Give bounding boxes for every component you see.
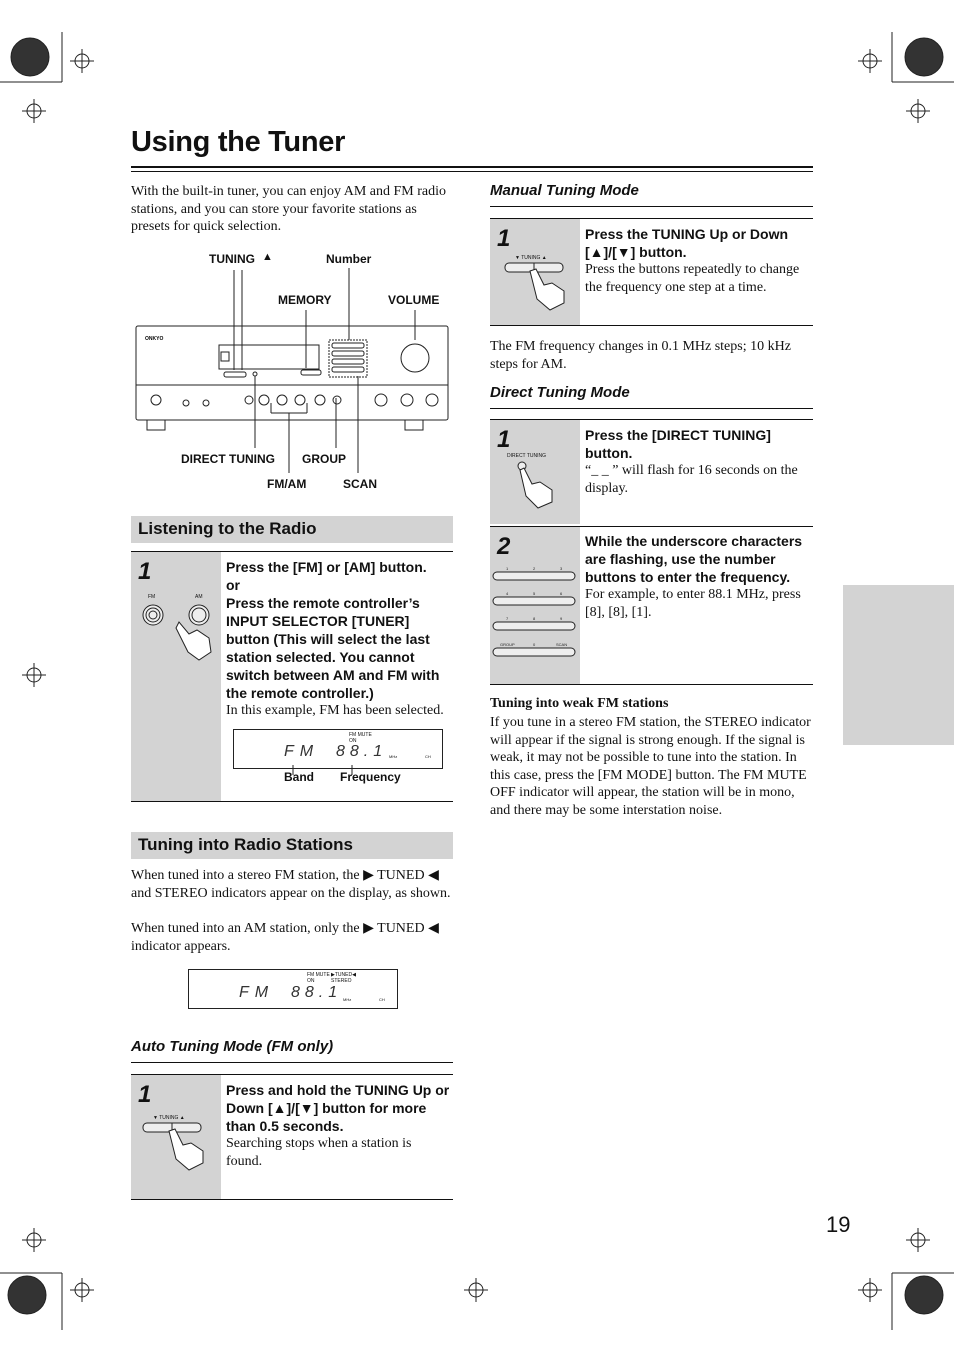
key-0: 0 xyxy=(533,642,536,647)
number-keypad xyxy=(490,527,580,667)
fm-mute-indicator: FM MUTE ON xyxy=(349,732,372,744)
tuning-button-hand xyxy=(131,1075,221,1195)
direct-tuning-rule xyxy=(490,408,813,409)
listening-step-1 xyxy=(131,551,453,802)
key-5: 5 xyxy=(533,591,536,596)
direct-step2-note: For example, to enter 88.1 MHz, press [8], [8], [1]. xyxy=(585,587,801,620)
brand-logo: ONKYO xyxy=(145,336,164,342)
manual-note: Press the buttons repeatedly to change the frequency one step at a time. xyxy=(585,262,800,295)
manual-after-text: The FM frequency changes in 0.1 MHz steps; 10 kHz steps for AM. xyxy=(490,339,791,372)
receiver-drawing xyxy=(131,248,456,498)
fm-button-label: FM xyxy=(148,594,156,600)
direct-steps xyxy=(490,419,813,685)
section-tuning-header: Tuning into Radio Stations xyxy=(131,832,453,859)
step-number: 2 xyxy=(497,533,511,560)
tuning-button-label: ▼ TUNING ▲ xyxy=(153,1115,185,1121)
ch-readout: CH xyxy=(379,997,385,1002)
key-8: 8 xyxy=(533,616,536,621)
manual-tuning-rule xyxy=(490,206,813,207)
label-group: GROUP xyxy=(302,452,347,466)
page-title: Using the Tuner xyxy=(131,126,346,158)
step-illustration-panel xyxy=(131,1075,221,1199)
receiver-diagram xyxy=(131,248,456,498)
section-listening-header: Listening to the Radio xyxy=(131,516,453,543)
auto-step-1 xyxy=(131,1074,453,1200)
page-number: 19 xyxy=(826,1212,851,1237)
instruction-remote: Press the remote controller’s INPUT SELECTOR [TUNER] button (This will select the last station selected. You cannot switch between AM and FM with the remote controller.) xyxy=(226,595,440,701)
key-7: 7 xyxy=(506,616,509,621)
stereo-display xyxy=(188,969,398,1009)
tuning-button-hand xyxy=(490,219,580,325)
step-illustration-panel xyxy=(490,219,580,325)
direct-tuning-heading: Direct Tuning Mode xyxy=(490,384,630,401)
auto-instruction: Press and hold the TUNING Up or Down [▲]/[▼] button for more than 0.5 seconds. xyxy=(226,1082,450,1134)
ch-readout: CH xyxy=(425,754,431,759)
step-number: 1 xyxy=(497,426,511,453)
key-1: 1 xyxy=(506,566,509,571)
tuning-button-label: ▼ TUNING ▲ xyxy=(515,255,547,261)
instruction-fm-am: Press the [FM] or [AM] button. xyxy=(226,559,427,575)
auto-tuning-rule xyxy=(131,1062,453,1063)
label-memory: MEMORY xyxy=(278,293,332,307)
step-number: 1 xyxy=(138,558,152,585)
direct-note: “_ _ ” will flash for 16 seconds on the display. xyxy=(585,463,798,496)
instruction-or: or xyxy=(226,577,240,593)
direct-instruction: Press the [DIRECT TUNING] button. xyxy=(585,427,771,461)
step-illustration-panel xyxy=(490,420,580,524)
weak-fm-heading: Tuning into weak FM stations xyxy=(490,696,669,711)
step-illustration-panel xyxy=(131,552,221,801)
title-rule-thin xyxy=(131,171,813,172)
direct-tuning-button-label: DIRECT TUNING xyxy=(507,453,546,459)
manual-tuning-heading: Manual Tuning Mode xyxy=(490,182,639,199)
direct-button-hand xyxy=(490,420,580,524)
label-number: Number xyxy=(326,252,372,266)
key-group: GROUP xyxy=(500,642,515,647)
key-6: 6 xyxy=(560,591,563,596)
label-tuning: TUNING xyxy=(209,252,255,266)
weak-fm-text: If you tune in a stereo FM station, the STEREO indicator will appear if the signal is strong enough. If the signal is weak, it may not be possible to tune into the station. In this case, press the [FM MODE] button. The FM MUTE OFF indicator will appear, the station will be in mono, and there may be some interstation noise. xyxy=(490,715,811,818)
key-4: 4 xyxy=(506,591,509,596)
am-button-label: AM xyxy=(195,594,203,600)
intro-text: With the built-in tuner, you can enjoy AM and FM radio stations, and you can store your favorite stations as presets for quick selection. xyxy=(131,184,446,234)
step-number: 1 xyxy=(497,225,511,252)
frequency-readout: 88.1 xyxy=(336,743,388,760)
auto-note: Searching stops when a station is found. xyxy=(226,1136,412,1169)
manual-step-1 xyxy=(490,218,813,326)
auto-tuning-heading: Auto Tuning Mode (FM only) xyxy=(131,1038,334,1055)
step-number: 1 xyxy=(138,1081,152,1108)
key-9: 9 xyxy=(560,616,563,621)
frequency-label: Frequency xyxy=(340,770,401,784)
key-scan: SCAN xyxy=(556,642,568,647)
tuned-stereo-indicator: ▶TUNED◀ STEREO xyxy=(331,972,356,984)
tuning-para-am: When tuned into an AM station, only the ▶ TUNED ◀ indicator appears. xyxy=(131,921,439,954)
label-volume: VOLUME xyxy=(388,293,440,307)
unit-readout: MHz xyxy=(389,754,398,759)
unit-readout: MHz xyxy=(343,997,352,1002)
fm-mute-indicator: FM MUTE ON xyxy=(307,972,330,984)
label-scan: SCAN xyxy=(343,477,378,491)
band-label: Band xyxy=(284,770,314,784)
tuning-para-stereo: When tuned into a stereo FM station, the ▶ TUNED ◀ and STEREO indicators appear on the display, as shown. xyxy=(131,868,451,901)
instruction-note: In this example, FM has been selected. xyxy=(226,703,444,718)
label-direct-tuning: DIRECT TUNING xyxy=(181,452,275,466)
side-tab xyxy=(843,585,954,745)
key-3: 3 xyxy=(560,566,563,571)
band-readout: FM xyxy=(239,984,275,1001)
step-illustration-panel-2 xyxy=(490,527,580,684)
radio-display xyxy=(233,729,443,769)
fm-am-buttons-hand xyxy=(131,552,221,672)
manual-instruction: Press the TUNING Up or Down [▲]/[▼] button. xyxy=(585,226,789,260)
frequency-readout: 88.1 xyxy=(291,984,343,1001)
up-down-arrow-icon: ▲ xyxy=(262,251,273,263)
key-2: 2 xyxy=(533,566,536,571)
title-rule xyxy=(131,166,813,168)
label-fm-am: FM/AM xyxy=(267,477,307,491)
band-readout: FM xyxy=(284,743,320,760)
direct-step2-instruction: While the underscore characters are flashing, use the number buttons to enter the frequency. xyxy=(585,533,803,585)
